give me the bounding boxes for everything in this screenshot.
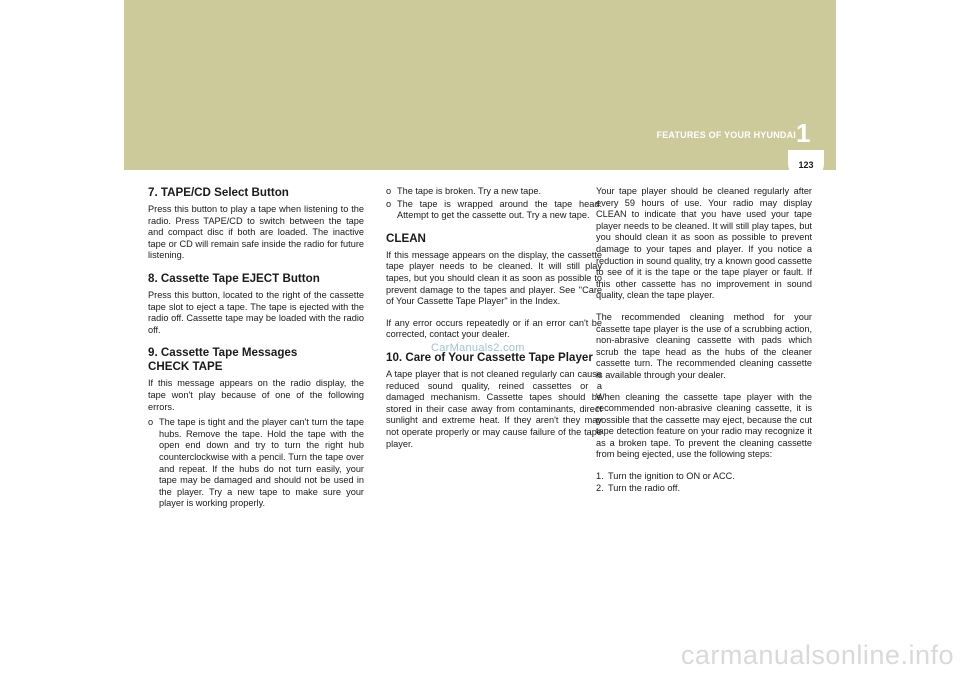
step-number: 2.: [596, 482, 604, 493]
step-number: 1.: [596, 471, 604, 482]
bullet-mark: o: [386, 186, 392, 196]
heading-eject-button: 8. Cassette Tape EJECT Button: [148, 271, 320, 285]
list-item-text: Turn the ignition to ON or ACC.: [608, 471, 735, 482]
column-2: [386, 186, 602, 460]
heading-care-of-player: 10. Care of Your Cassette Tape Player: [386, 350, 593, 364]
list-item-text: Turn the radio off.: [608, 482, 681, 493]
heading-clean: CLEAN: [386, 231, 426, 245]
paragraph: If any error occurs repeatedly or if an error can't be corrected, contact your dealer.: [386, 317, 602, 340]
chapter-number: 1: [796, 118, 811, 148]
list-item-text: The tape is broken. Try a new tape.: [397, 186, 542, 196]
list-item: [148, 417, 364, 510]
bullet-mark: o: [148, 417, 154, 428]
paragraph: Press this button, located to the right of the cassette tape slot to eject a tape. The tape is ejected with the radio off. Cassette tape may be loaded with the radio off.: [148, 289, 364, 335]
column-3: [596, 186, 812, 494]
list-item-text: The tape is tight and the player can't turn the tape hubs. Remove the tape. Hold the tape with the open end down and try to turn the right hub counterclockwise with a pencil. Turn the tape over and repeat. If the hubs do not turn easily, your tape may be damaged and should not be used in the player. Try a new tape to make sure your player is working properly.: [159, 417, 364, 509]
heading-check-tape: CHECK TAPE: [148, 360, 223, 374]
bullet-list: [148, 417, 364, 510]
list-item: [596, 471, 812, 483]
steps-list: [596, 471, 812, 494]
heading-tape-messages: 9. Cassette Tape Messages: [148, 346, 298, 360]
paragraph: Your tape player should be cleaned regularly after every 59 hours of use. Your radio may display CLEAN to indicate that you have used your tape player needs to be cleaned. It will still play tapes, but you should clean it as soon as possible to prevent damage to your tapes and player. If you notice a reduction in sound quality, try a known good cassette to see of it is the tape or the tape player or fault. If this other cassette has no improvement in sound quality, clean the tape player.: [596, 186, 812, 301]
paragraph: If this message appears on the display, the cassette tape player needs to be cleaned. It will still play tapes, but you should clean it as soon as possible to prevent damage to the tapes and player. See "Care of Your Cassette Tape Player" in the Index.: [386, 249, 602, 307]
watermark-bottom: carmanualsonline.info: [680, 640, 954, 670]
section-title: FEATURES OF YOUR HYUNDAI: [656, 130, 796, 140]
watermark-middle: CarManuals2.com: [431, 342, 525, 354]
paragraph: When cleaning the cassette tape player with the recommended non-abrasive cleaning cassette, it is possible that the cassette may eject, because the cut tape detection feature on your radio may recognize it as a broken tape. To prevent the cleaning cassette from being ejected, use the following steps:: [596, 391, 812, 460]
header-band: [124, 0, 836, 170]
paragraph: A tape player that is not cleaned regularly can cause reduced sound quality, reined cassettes or a damaged mechanism. Cassette tapes should be stored in their case away from contaminants, direct sunlight and extreme heat. If they aren't they may not operate properly or may cause failure of the tape player.: [386, 368, 602, 449]
bullet-list: [386, 186, 602, 222]
bullet-mark: o: [386, 198, 392, 209]
heading-tape-cd-select: 7. TAPE/CD Select Button: [148, 186, 289, 199]
page-number: 123: [798, 160, 814, 170]
list-item: [386, 199, 602, 222]
paragraph: Press this button to play a tape when listening to the radio. Press TAPE/CD to switch between the tape and compact disc if both are loaded. The inactive tape or CD will remain safe inside the radio for future listening.: [148, 204, 364, 261]
paragraph: The recommended cleaning method for your cassette tape player is the use of a scrubbing action, non-abrasive cleaning cassette with pads which scrub the tape head as the hubs of the cleaner cassette turn. The recommended cleaning cassette is available through your dealer.: [596, 311, 812, 380]
paragraph: If this message appears on the radio display, the tape won't play because of one of the following errors.: [148, 378, 364, 412]
list-item: [596, 483, 812, 495]
list-item: [386, 186, 602, 198]
column-1: [148, 186, 364, 520]
list-item-text: The tape is wrapped around the tape head. Attempt to get the cassette out. Try a new tape.: [397, 198, 602, 221]
